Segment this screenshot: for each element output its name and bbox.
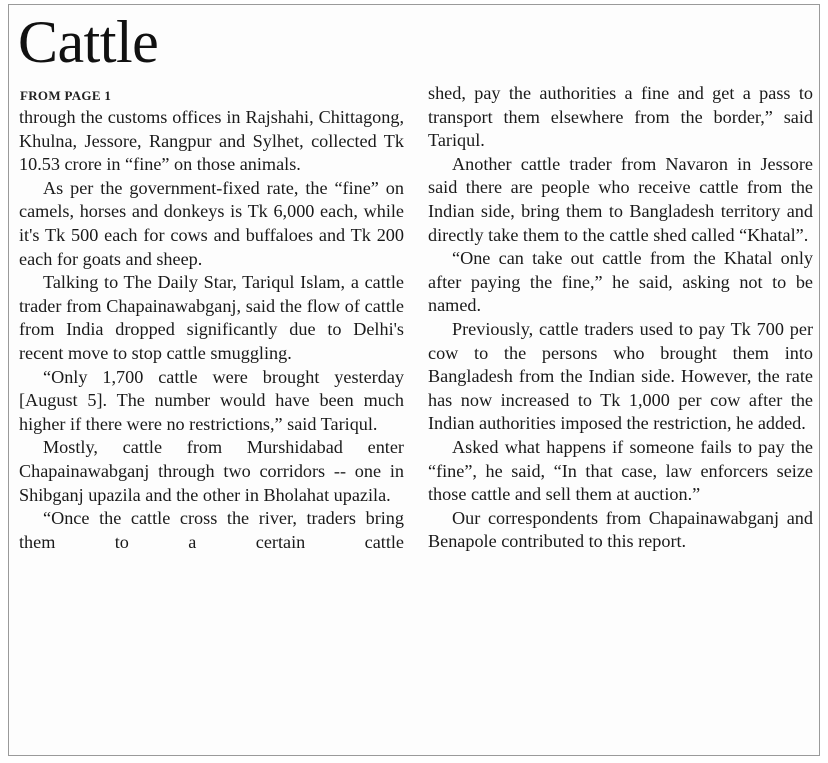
paragraph: Another cattle trader from Navaron in Jessore said there are people who receive cattle from the Indian side, bring them to Bangladesh territory and directly take them to the cattle shed called “Khatal”. — [428, 153, 813, 245]
paragraph: shed, pay the authorities a fine and get a pass to transport them elsewhere from the border,” said Tariqul. — [428, 83, 813, 151]
paragraph: “Once the cattle cross the river, traders bring them to a certain cattle — [19, 508, 404, 552]
continuation-kicker: FROM PAGE 1 — [20, 88, 112, 103]
paragraph: “One can take out cattle from the Khatal only after paying the fine,” he said, asking not to be named. — [428, 248, 813, 316]
article-column-right — [428, 82, 813, 554]
article-column-left — [19, 106, 404, 554]
article-headline: Cattle — [18, 9, 159, 75]
paragraph: Talking to The Daily Star, Tariqul Islam, a cattle trader from Chapainawabganj, said the flow of cattle from India dropped significantly due to Delhi's recent move to stop cattle smuggling. — [19, 272, 404, 363]
paragraph: As per the government-fixed rate, the “fine” on camels, horses and donkeys is Tk 6,000 each, while it's Tk 500 each for cows and buffaloes and Tk 200 each for goats and sheep. — [19, 177, 404, 269]
paragraph: through the customs offices in Rajshahi, Chittagong, Khulna, Jessore, Rangpur and Sylhet, collected Tk 10.53 crore in “fine” on those animals. — [19, 107, 404, 175]
paragraph: Asked what happens if someone fails to pay the “fine”, he said, “In that case, law enforcers seize those cattle and sell them at auction.” — [428, 436, 813, 505]
paragraph: Previously, cattle traders used to pay Tk 700 per cow to the persons who brought them into Bangladesh from the Indian side. However, the rate has now increased to Tk 1,000 per cow after the Indian authorities imposed the restriction, he added. — [428, 318, 813, 434]
paragraph: “Only 1,700 cattle were brought yesterday [August 5]. The number would have been much higher if there were no restrictions,” said Tariqul. — [19, 366, 404, 434]
paragraph: Mostly, cattle from Murshidabad enter Chapainawabganj through two corridors -- one in Shibganj upazila and the other in Bholahat upazila. — [19, 437, 404, 505]
contributor-credit: Our correspondents from Chapainawabganj and Benapole contributed to this report. — [428, 507, 813, 552]
